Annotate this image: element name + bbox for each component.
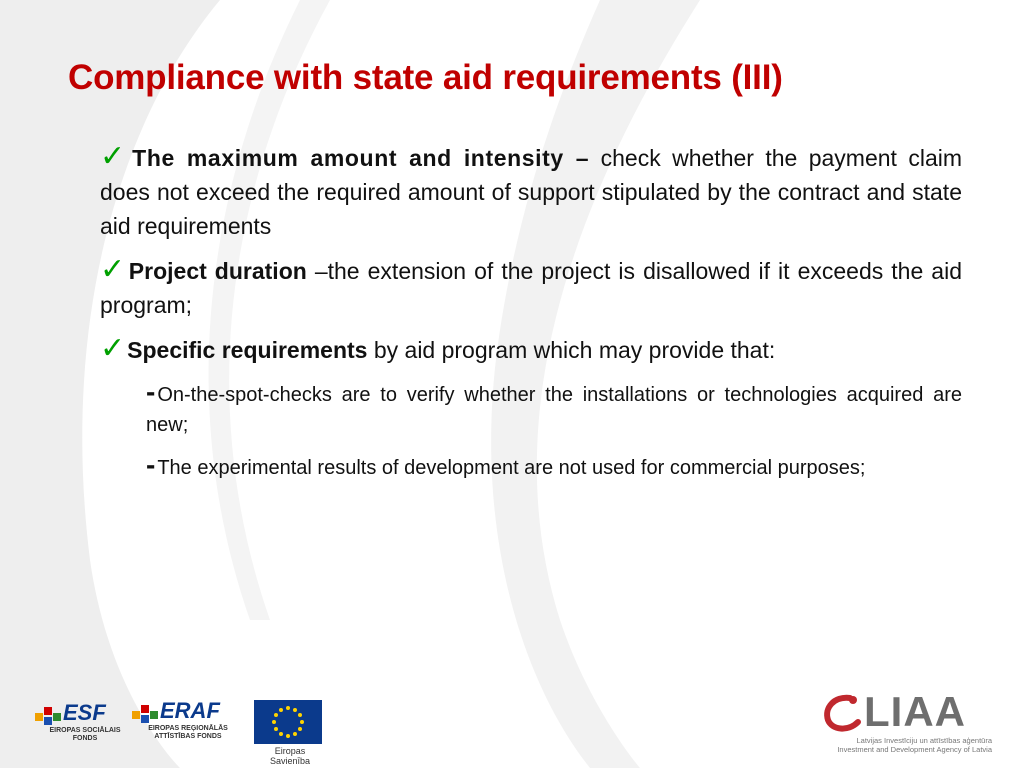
bullet-text: check whether the payment claim does not exceed the required amount of support stipulated by the contract and state aid requirements xyxy=(100,145,963,239)
bullet-lead: The maximum amount and intensity – xyxy=(132,145,590,171)
eu-logo xyxy=(254,700,326,766)
esf-logo xyxy=(35,700,135,743)
bullet-max-amount xyxy=(100,140,962,243)
bullet-text: by aid program which may provide that: xyxy=(367,337,776,363)
esf-blocks-icon xyxy=(35,705,63,727)
slide-content xyxy=(100,140,962,493)
bullet-project-duration xyxy=(100,253,962,322)
dash-icon: - xyxy=(146,376,156,407)
subitem-text: The experimental results of development are not used for commercial purposes; xyxy=(157,457,866,479)
bullet-lead: Project duration xyxy=(128,258,307,284)
subitem-on-the-spot xyxy=(146,377,962,440)
liaa-caption-1: Latvijas Investīciju un attīstības aģentūra xyxy=(856,736,992,745)
dash-icon: - xyxy=(146,449,156,480)
subitem-text: On-the-spot-checks are to verify whether the installations or technologies acquired are new; xyxy=(146,384,962,436)
eu-flag-icon xyxy=(254,700,322,744)
eraf-caption-2: ATTĪSTĪBAS FONDS xyxy=(154,732,222,740)
eraf-blocks-icon xyxy=(132,703,160,725)
bullet-specific-requirements xyxy=(100,332,962,367)
bullet-lead: Specific requirements xyxy=(127,337,368,363)
liaa-caption-2: Investment and Development Agency of Latvia xyxy=(837,745,992,754)
liaa-swirl-icon xyxy=(820,692,864,732)
liaa-wordmark: LIAA xyxy=(864,688,966,735)
eraf-caption-1: EIROPAS REĢIONĀLĀS xyxy=(148,724,228,732)
bullet-text: –the extension of the project is disallowed if it exceeds the aid program; xyxy=(100,258,962,318)
esf-wordmark: ESF xyxy=(63,700,106,725)
checkmark-icon: ✓ xyxy=(100,332,126,365)
eu-caption: Eiropas Savienība xyxy=(269,746,311,766)
eraf-logo xyxy=(132,698,244,741)
slide-title: Compliance with state aid requirements (III) xyxy=(68,58,783,97)
checkmark-icon: ✓ xyxy=(100,253,127,286)
esf-caption-2: FONDS xyxy=(72,734,98,742)
checkmark-icon: ✓ xyxy=(100,140,131,173)
liaa-logo xyxy=(820,688,992,754)
esf-caption-1: EIROPAS SOCIĀLAIS xyxy=(49,726,121,734)
subitem-experimental xyxy=(146,450,962,483)
eraf-wordmark: ERAF xyxy=(160,698,220,723)
